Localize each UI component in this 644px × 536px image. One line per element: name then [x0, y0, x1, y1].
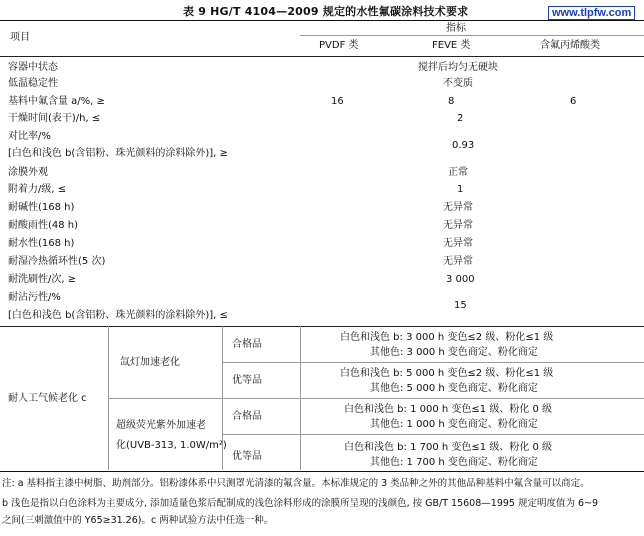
header-item: 项目 — [10, 32, 30, 43]
xenon-qualified-line2: 其他色: 3 000 h 变色商定、粉化商定 — [370, 347, 538, 358]
table-bottom-rule — [0, 471, 644, 472]
table-title: 表 9 HG/T 4104—2009 规定的水性氟碳涂料技术要求 — [183, 5, 469, 18]
header-bottom-rule — [0, 56, 644, 57]
uv-qualified-grade: 合格品 — [232, 411, 262, 422]
row-item-stain: 耐沾污性/% — [8, 292, 61, 303]
row-item-container-state: 容器中状态 — [8, 62, 58, 73]
uv-grade-rule — [222, 434, 644, 435]
row-item-dry-time: 干燥时间(表干)/h, ≤ — [8, 113, 101, 124]
row-item-contrast-note: [白色和浅色 b(含铝粉、珠光颜料的涂料除外)], ≥ — [8, 148, 228, 159]
row-value-contrast: 0.93 — [452, 140, 475, 151]
footnote-b: b 浅色是指以白色涂料为主要成分, 添加适量色浆后配制成的浅色涂料形成的涂膜所呈现的浅颜色, 按 GB/T 15608—1995 规定明度值为 6~9 — [2, 498, 599, 509]
header-sub-rule — [300, 35, 644, 36]
header-index: 指标 — [446, 23, 466, 34]
row-value-adhesion: 1 — [457, 184, 464, 195]
xenon-superior-grade: 优等品 — [232, 375, 262, 386]
weathering-top-rule — [0, 326, 644, 327]
weathering-mid-rule — [108, 398, 644, 399]
xenon-grade-rule — [222, 362, 644, 363]
uv-superior-line1: 白色和浅色 b: 1 700 h 变色≤1 级、粉化 0 级 — [344, 442, 553, 453]
row-value-acid-rain: 无异常 — [443, 220, 473, 231]
uv-label-line1: 超级荧光紫外加速老 — [116, 420, 206, 431]
row-item-scrub: 耐洗刷性/次, ≥ — [8, 274, 77, 285]
row-value-container-state: 搅拌后均匀无硬块 — [418, 62, 498, 73]
uv-superior-grade: 优等品 — [232, 451, 262, 462]
row-item-humid-cycle: 耐湿冷热循环性(5 次) — [8, 256, 106, 267]
row-item-adhesion: 附着力/级, ≤ — [8, 184, 67, 195]
xenon-qualified-line1: 白色和浅色 b: 3 000 h 变色≤2 级、粉化≤1 级 — [340, 332, 554, 343]
row-item-acid-rain: 耐酸雨性(48 h) — [8, 220, 79, 231]
weathering-label: 耐人工气候老化 c — [8, 393, 87, 404]
row-item-film-appearance: 涂膜外观 — [8, 167, 48, 178]
row-value-alkali: 无异常 — [443, 202, 473, 213]
row-item-alkali: 耐碱性(168 h) — [8, 202, 75, 213]
header-pvdf: PVDF 类 — [319, 40, 359, 51]
uv-qualified-line2: 其他色: 1 000 h 变色商定、粉化商定 — [370, 419, 538, 430]
footnote-c: 之间(三刺激值中的 Y65≥31.26)。c 两种试验方法中任选一种。 — [2, 515, 274, 526]
uv-qualified-line1: 白色和浅色 b: 1 000 h 变色≤1 级、粉化 0 级 — [344, 404, 553, 415]
row-value-film-appearance: 正常 — [448, 167, 468, 178]
header-feve: FEVE 类 — [432, 40, 471, 51]
row-value-fluorine-feve: 8 — [448, 96, 455, 107]
footnote-a: 注: a 基料指主漆中树脂、助剂部分。铝粉漆体系中只测罩光清漆的氟含量。本标准规定的 3 类品种之外的其他品种基料中氟含量可以商定。 — [2, 478, 590, 489]
row-item-water: 耐水性(168 h) — [8, 238, 75, 249]
row-value-low-temp: 不变质 — [443, 78, 473, 89]
row-item-low-temp: 低温稳定性 — [8, 78, 58, 89]
row-value-water: 无异常 — [443, 238, 473, 249]
row-item-stain-note: [白色和浅色 b(含铝粉、珠光颜料的涂料除外)], ≤ — [8, 310, 228, 321]
xenon-superior-line1: 白色和浅色 b: 5 000 h 变色≤2 级、粉化≤1 级 — [340, 368, 554, 379]
table-top-rule — [0, 20, 644, 21]
row-value-dry-time: 2 — [457, 113, 464, 124]
xenon-superior-line2: 其他色: 5 000 h 变色商定、粉化商定 — [370, 383, 538, 394]
row-value-fluorine-acrylic: 6 — [570, 96, 577, 107]
uv-label-line2: 化(UVB-313, 1.0W/m²) — [116, 440, 227, 451]
xenon-qualified-grade: 合格品 — [232, 339, 262, 350]
row-item-contrast: 对比率/% — [8, 131, 51, 142]
row-item-fluorine: 基料中氟含量 a/%, ≥ — [8, 96, 105, 107]
header-fluoroacrylic: 含氟丙烯酸类 — [540, 40, 600, 51]
row-value-scrub: 3 000 — [446, 274, 475, 285]
uv-superior-line2: 其他色: 1 700 h 变色商定、粉化商定 — [370, 457, 538, 468]
row-value-humid-cycle: 无异常 — [443, 256, 473, 267]
site-watermark[interactable]: www.tlpfw.com — [548, 6, 635, 20]
xenon-label: 氙灯加速老化 — [120, 357, 180, 368]
row-value-stain: 15 — [454, 300, 467, 311]
row-value-fluorine-pvdf: 16 — [331, 96, 344, 107]
